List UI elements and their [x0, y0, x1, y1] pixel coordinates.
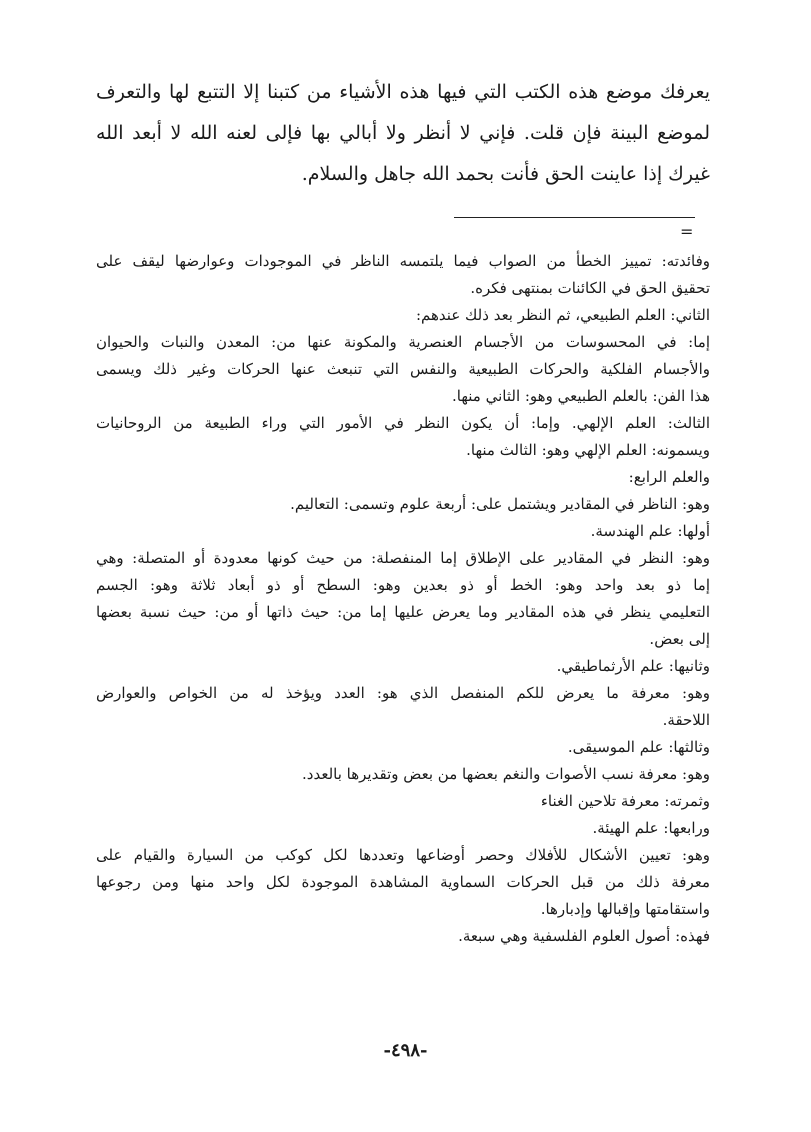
footnote-line: هذا الفن: بالعلم الطبيعي وهو: الثاني منها.	[452, 387, 710, 405]
footnote-line: وهو: معرفة نسب الأصوات والنغم بعضها من بعض وتقديرها بالعدد.	[302, 765, 710, 783]
main-paragraph: يعرفك موضع هذه الكتب التي فيها هذه الأشياء من كتبنا إلا التتبع لها والتعرف لموضع البينة فإن قلت. فإني لا أنظر ولا أبالي بها فإلى لعنه الله لا أبعد الله غيرك إذا عاينت الحق فأنت بحمد الله جاهل والسلام.	[96, 81, 710, 185]
footnote-line: وهو: تعيين الأشكال للأفلاك وحصر أوضاعها وتعددها لكل كوكب من السيارة والقيام على	[96, 846, 710, 864]
footnote-line: ورابعها: علم الهيئة.	[592, 819, 710, 837]
footnote-line: معرفة ذلك من قبل الحركات السماوية المشاهدة الموجودة لكل واحد منها ومن رجوعها	[96, 873, 710, 891]
footnote-continuation-marker: =	[680, 222, 694, 241]
page-number: -٤٩٨-	[383, 1040, 428, 1061]
footnote-line: وثمرته: معرفة تلاحين الغناء	[540, 792, 710, 810]
footnote-line: وهو: النظر في المقادير على الإطلاق إما المنفصلة: من حيث كونها معدودة أو المتصلة: وهي	[96, 549, 710, 567]
footnote-line: وهو: الناظر في المقادير ويشتمل على: أربعة علوم وتسمى: التعاليم.	[290, 495, 710, 513]
footnote-separator	[454, 217, 695, 218]
footnote-line: واستقامتها وإقبالها وإدبارها.	[540, 900, 710, 918]
footnotes-block	[96, 248, 710, 950]
footnote-line: الثاني: العلم الطبيعي، ثم النظر بعد ذلك عندهم:	[415, 306, 710, 324]
footnote-line: وثالثها: علم الموسيقى.	[567, 738, 710, 756]
footnote-line: وثانيها: علم الأرثماطيقي.	[556, 657, 710, 675]
footnote-line: إما: في المحسوسات من الأجسام العنصرية والمكونة عنها من: المعدن والنبات والحيوان	[96, 333, 710, 351]
footnote-line: إلى بعض.	[649, 630, 710, 648]
footnote-line: أولها: علم الهندسة.	[590, 522, 710, 540]
footnote-line: والأجسام الفلكية والحركات الطبيعية والنفس التي تنبعث عنها الحركات وغير ذلك ويسمى	[96, 360, 710, 378]
footnote-line: الثالث: العلم الإلهي. وإما: أن يكون النظر في الأمور التي وراء الطبيعة من الروحانيات	[96, 414, 710, 432]
footnote-line: وهو: معرفة ما يعرض للكم المنفصل الذي هو: العدد ويؤخذ له من الخواص والعوارض	[96, 684, 710, 702]
footnote-line: اللاحقة.	[662, 711, 710, 729]
footnote-line: تحقيق الحق في الكائنات بمنتهى فكره.	[470, 279, 710, 297]
footnote-line: فهذه: أصول العلوم الفلسفية وهي سبعة.	[458, 927, 710, 945]
footnote-line: إما ذو بعد واحد وهو: الخط أو ذو بعدين وهو: السطح أو ذو أبعاد ثلاثة وهو: الجسم	[96, 576, 710, 594]
footnote-line: التعليمي ينظر في هذه المقادير وما يعرض عليها إما من: حيث ذاتها أو من: حيث نسبة بعضها	[96, 603, 710, 621]
footnote-line: وفائدته: تمييز الخطأ من الصواب فيما يلتمسه الناظر في الموجودات وعوارضها ليقف على	[96, 252, 710, 270]
footnote-line: ويسمونه: العلم الإلهي وهو: الثالث منها.	[466, 441, 710, 459]
footnote-line: والعلم الرابع:	[628, 468, 710, 486]
main-text-block	[96, 72, 710, 195]
